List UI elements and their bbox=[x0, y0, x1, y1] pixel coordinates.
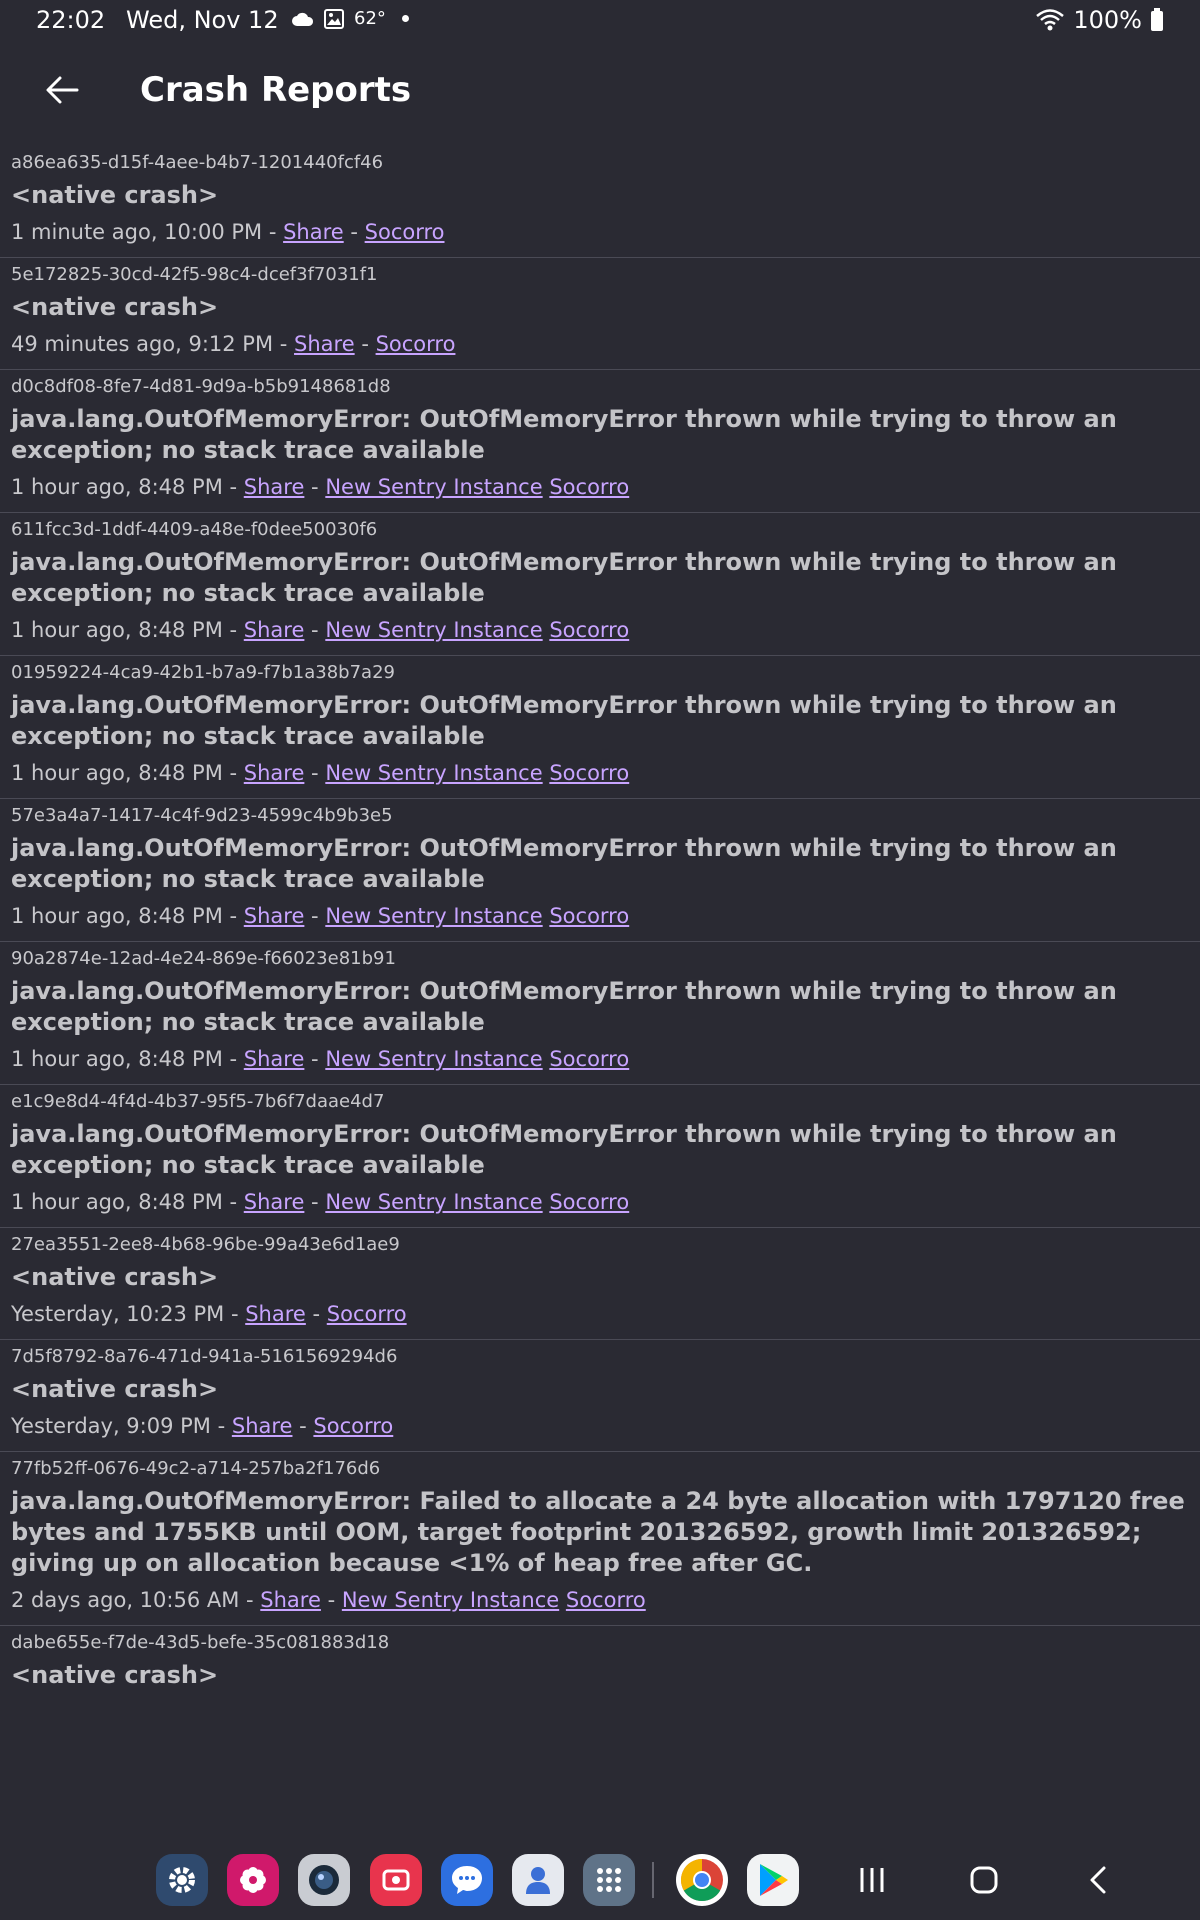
app-drawer-icon bbox=[594, 1865, 624, 1895]
crash-time: 1 hour ago, 8:48 PM bbox=[11, 618, 223, 642]
status-date: Wed, Nov 12 bbox=[126, 6, 279, 34]
link-separator: - bbox=[224, 1302, 246, 1326]
link-separator: - bbox=[304, 904, 326, 928]
crash-message: java.lang.OutOfMemoryError: OutOfMemoryError thrown while trying to throw an exception; no stack trace available bbox=[11, 548, 1117, 607]
link-separator: - bbox=[222, 618, 244, 642]
socorro-link[interactable]: Socorro bbox=[364, 220, 445, 244]
crash-id: 7d5f8792-8a76-471d-941a-5161569294d6 bbox=[11, 1346, 398, 1367]
crash-id: 611fcc3d-1ddf-4409-a48e-f0dee50030f6 bbox=[11, 519, 378, 540]
settings-app-icon[interactable] bbox=[156, 1854, 208, 1906]
crash-time: 1 minute ago, 10:00 PM bbox=[11, 220, 263, 244]
crash-report-row[interactable] bbox=[0, 1626, 1200, 1701]
gallery-app-icon[interactable] bbox=[227, 1854, 279, 1906]
arrow-left-icon bbox=[45, 75, 79, 105]
flower-gallery-icon bbox=[236, 1863, 270, 1897]
crash-report-row[interactable] bbox=[0, 1085, 1200, 1228]
share-link[interactable]: Share bbox=[243, 904, 305, 928]
crash-message: <native crash> bbox=[11, 181, 219, 209]
new-sentry-instance-link[interactable]: New Sentry Instance bbox=[325, 904, 543, 928]
messages-icon bbox=[449, 1863, 485, 1897]
status-time: 22:02 bbox=[36, 6, 106, 34]
contacts-icon bbox=[521, 1863, 555, 1897]
crash-id: d0c8df08-8fe7-4d81-9d9a-b5b9148681d8 bbox=[11, 376, 391, 397]
new-sentry-instance-link[interactable]: New Sentry Instance bbox=[325, 761, 543, 785]
crash-time: Yesterday, 9:09 PM bbox=[11, 1414, 211, 1438]
crash-meta bbox=[11, 1299, 1189, 1329]
chevron-left-icon bbox=[1088, 1865, 1108, 1895]
link-separator: - bbox=[273, 332, 295, 356]
home-icon bbox=[969, 1865, 999, 1895]
share-link[interactable]: Share bbox=[260, 1588, 321, 1612]
chrome-app-icon[interactable] bbox=[676, 1854, 728, 1906]
messages-app-icon[interactable] bbox=[441, 1854, 493, 1906]
crash-id: 57e3a4a7-1417-4c4f-9d23-4599c4b9b3e5 bbox=[11, 805, 393, 826]
share-link[interactable]: Share bbox=[243, 761, 305, 785]
crash-time: 49 minutes ago, 9:12 PM bbox=[11, 332, 274, 356]
new-sentry-instance-link[interactable]: New Sentry Instance bbox=[341, 1588, 560, 1612]
crash-time: 2 days ago, 10:56 AM bbox=[11, 1588, 240, 1612]
share-link[interactable]: Share bbox=[243, 1190, 305, 1214]
crash-id: 5e172825-30cd-42f5-98c4-dcef3f7031f1 bbox=[11, 264, 378, 285]
new-sentry-instance-link[interactable]: New Sentry Instance bbox=[325, 475, 543, 499]
crash-id: a86ea635-d15f-4aee-b4b7-1201440fcf46 bbox=[11, 152, 384, 173]
app-drawer-button[interactable] bbox=[583, 1854, 635, 1906]
crash-report-row[interactable] bbox=[0, 1340, 1200, 1452]
share-link[interactable]: Share bbox=[243, 1047, 305, 1071]
crash-meta bbox=[11, 615, 1189, 645]
contacts-app-icon[interactable] bbox=[512, 1854, 564, 1906]
notification-dot-icon bbox=[402, 15, 409, 22]
new-sentry-instance-link[interactable]: New Sentry Instance bbox=[325, 618, 543, 642]
chrome-icon bbox=[679, 1857, 725, 1903]
socorro-link[interactable]: Socorro bbox=[549, 761, 630, 785]
battery-percent: 100% bbox=[1073, 6, 1142, 34]
notification-icons bbox=[292, 8, 409, 29]
crash-meta bbox=[11, 217, 1189, 247]
crash-id: 01959224-4ca9-42b1-b7a9-f7b1a38b7a29 bbox=[11, 662, 395, 683]
crash-id: 77fb52ff-0676-49c2-a714-257ba2f176d6 bbox=[11, 1458, 381, 1479]
screen-recorder-icon bbox=[379, 1863, 413, 1897]
crash-report-row[interactable] bbox=[0, 1228, 1200, 1340]
crash-meta bbox=[11, 901, 1189, 931]
link-separator: - bbox=[262, 220, 284, 244]
socorro-link[interactable]: Socorro bbox=[549, 618, 630, 642]
socorro-link[interactable]: Socorro bbox=[549, 475, 630, 499]
crash-time: Yesterday, 10:23 PM bbox=[11, 1302, 225, 1326]
link-separator: - bbox=[304, 618, 326, 642]
battery-icon bbox=[1150, 8, 1164, 32]
weather-temperature: 62° bbox=[354, 8, 386, 29]
crash-message: <native crash> bbox=[11, 293, 219, 321]
link-separator: - bbox=[222, 904, 244, 928]
crash-message: java.lang.OutOfMemoryError: Failed to allocate a 24 byte allocation with 1797120 free bytes and 1755KB until OOM, target footprint 201326592, growth limit 201326592; giving up on allocation because <1% of heap free after GC. bbox=[11, 1487, 1185, 1577]
crash-meta bbox=[11, 1585, 1189, 1615]
crash-time: 1 hour ago, 8:48 PM bbox=[11, 1047, 223, 1071]
crash-message: <native crash> bbox=[11, 1375, 219, 1403]
crash-message: <native crash> bbox=[11, 1661, 219, 1689]
status-bar bbox=[0, 0, 1200, 44]
socorro-link[interactable]: Socorro bbox=[549, 1190, 630, 1214]
link-separator bbox=[559, 1588, 566, 1612]
new-sentry-instance-link[interactable]: New Sentry Instance bbox=[325, 1190, 543, 1214]
cloud-icon bbox=[292, 11, 314, 27]
crash-time: 1 hour ago, 8:48 PM bbox=[11, 475, 223, 499]
navigation-bar bbox=[0, 1840, 1200, 1920]
crash-message: java.lang.OutOfMemoryError: OutOfMemoryError thrown while trying to throw an exception; no stack trace available bbox=[11, 691, 1117, 750]
app-bar bbox=[0, 44, 1200, 144]
link-separator: - bbox=[354, 332, 376, 356]
crash-meta bbox=[11, 1044, 1189, 1074]
share-link[interactable]: Share bbox=[283, 220, 344, 244]
share-link[interactable]: Share bbox=[231, 1414, 293, 1438]
crash-message: java.lang.OutOfMemoryError: OutOfMemoryError thrown while trying to throw an exception; no stack trace available bbox=[11, 977, 1117, 1036]
back-button[interactable] bbox=[40, 68, 84, 112]
crash-id: e1c9e8d4-4f4d-4b37-95f5-7b6f7daae4d7 bbox=[11, 1091, 385, 1112]
crash-meta bbox=[11, 1187, 1189, 1217]
system-back-button[interactable] bbox=[1078, 1860, 1118, 1900]
crash-message: java.lang.OutOfMemoryError: OutOfMemoryError thrown while trying to throw an exception; no stack trace available bbox=[11, 834, 1117, 893]
crash-message: <native crash> bbox=[11, 1263, 219, 1291]
socorro-link[interactable]: Socorro bbox=[549, 1047, 630, 1071]
link-separator: - bbox=[304, 475, 326, 499]
crash-meta bbox=[11, 1411, 1189, 1441]
link-separator: - bbox=[239, 1588, 261, 1612]
socorro-link[interactable]: Socorro bbox=[565, 1588, 646, 1612]
crash-meta bbox=[11, 758, 1189, 788]
recents-icon bbox=[857, 1866, 887, 1894]
link-separator: - bbox=[320, 1588, 342, 1612]
crash-meta bbox=[11, 472, 1189, 502]
settings-icon bbox=[165, 1863, 199, 1897]
share-link[interactable]: Share bbox=[245, 1302, 306, 1326]
home-button[interactable] bbox=[964, 1860, 1004, 1900]
dock-divider bbox=[652, 1862, 654, 1898]
link-separator: - bbox=[304, 1190, 326, 1214]
share-link[interactable]: Share bbox=[243, 475, 305, 499]
crash-report-row[interactable] bbox=[0, 1452, 1200, 1626]
wifi-icon bbox=[1035, 8, 1065, 32]
camera-app-icon[interactable] bbox=[298, 1854, 350, 1906]
link-separator: - bbox=[222, 475, 244, 499]
crash-report-row[interactable] bbox=[0, 799, 1200, 942]
crash-report-row[interactable] bbox=[0, 513, 1200, 656]
new-sentry-instance-link[interactable]: New Sentry Instance bbox=[325, 1047, 543, 1071]
image-icon bbox=[324, 9, 344, 29]
link-separator: - bbox=[305, 1302, 327, 1326]
crash-meta bbox=[11, 329, 1189, 359]
crash-report-row[interactable] bbox=[0, 942, 1200, 1085]
crash-report-row[interactable] bbox=[0, 656, 1200, 799]
link-separator: - bbox=[304, 1047, 326, 1071]
socorro-link[interactable]: Socorro bbox=[375, 332, 456, 356]
link-separator: - bbox=[210, 1414, 232, 1438]
link-separator: - bbox=[343, 220, 365, 244]
crash-report-row[interactable] bbox=[0, 146, 1200, 258]
screen-recorder-app-icon[interactable] bbox=[370, 1854, 422, 1906]
crash-time: 1 hour ago, 8:48 PM bbox=[11, 904, 223, 928]
crash-message: java.lang.OutOfMemoryError: OutOfMemoryError thrown while trying to throw an exception; no stack trace available bbox=[11, 405, 1117, 464]
share-link[interactable]: Share bbox=[243, 618, 305, 642]
crash-id: dabe655e-f7de-43d5-befe-35c081883d18 bbox=[11, 1632, 390, 1653]
link-separator: - bbox=[292, 1414, 314, 1438]
crash-time: 1 hour ago, 8:48 PM bbox=[11, 761, 223, 785]
link-separator: - bbox=[222, 1190, 244, 1214]
page-title: Crash Reports bbox=[140, 70, 412, 110]
crash-id: 27ea3551-2ee8-4b68-96be-99a43e6d1ae9 bbox=[11, 1234, 400, 1255]
recent-apps-button[interactable] bbox=[852, 1860, 892, 1900]
crash-report-list[interactable] bbox=[0, 146, 1200, 1701]
crash-message: java.lang.OutOfMemoryError: OutOfMemoryError thrown while trying to throw an exception; no stack trace available bbox=[11, 1120, 1117, 1179]
share-link[interactable]: Share bbox=[294, 332, 355, 356]
socorro-link[interactable]: Socorro bbox=[313, 1414, 394, 1438]
crash-id: 90a2874e-12ad-4e24-869e-f66023e81b91 bbox=[11, 948, 396, 969]
socorro-link[interactable]: Socorro bbox=[326, 1302, 407, 1326]
play-store-app-icon[interactable] bbox=[747, 1854, 799, 1906]
crash-time: 1 hour ago, 8:48 PM bbox=[11, 1190, 223, 1214]
crash-report-row[interactable] bbox=[0, 370, 1200, 513]
play-store-icon bbox=[756, 1862, 790, 1898]
link-separator: - bbox=[304, 761, 326, 785]
link-separator: - bbox=[222, 1047, 244, 1071]
crash-report-row[interactable] bbox=[0, 258, 1200, 370]
socorro-link[interactable]: Socorro bbox=[549, 904, 630, 928]
camera-icon bbox=[304, 1860, 344, 1900]
link-separator: - bbox=[222, 761, 244, 785]
